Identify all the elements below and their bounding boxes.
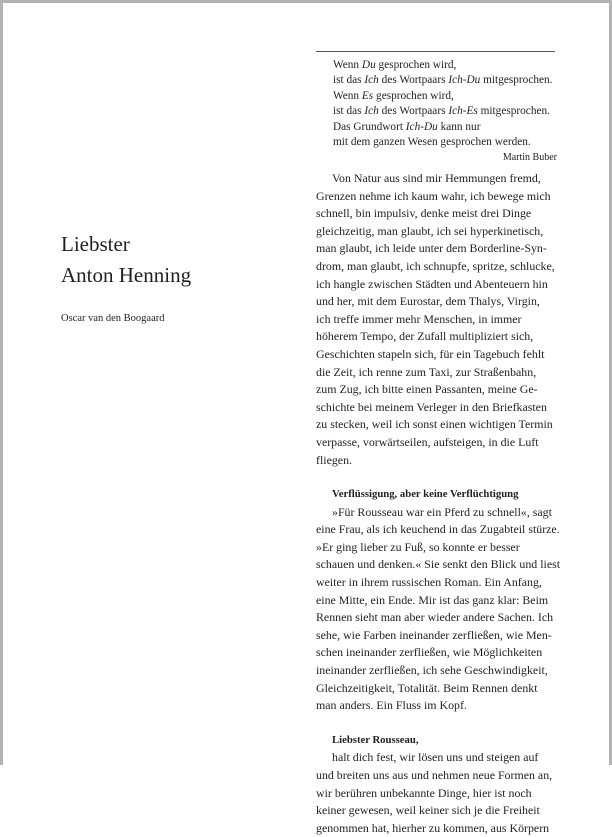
body-text [316,170,561,837]
paragraph-gap [316,715,558,732]
text-line: zu stecken, weil ich sonst einen wichtigen Termin [316,417,553,432]
text-line: keiner gewesen, weil keiner sich je die Freiheit [316,803,540,818]
epigraph-text: gesprochen wird, [373,89,454,102]
chapter-title [61,229,191,291]
chapter-title-line: Liebster [61,232,130,256]
epigraph-line [333,73,557,88]
epigraph-line [333,89,557,104]
epigraph-italic: Es [361,89,374,102]
text-line: und breiten uns aus und nehmen neue Formen an, [316,768,553,782]
text-line: Grenzen nehme ich kaum wahr, ich bewege mich [316,188,551,203]
text-line: man glaubt, ich leide unter dem Borderline-Syn- [316,241,547,256]
epigraph-italic: Ich-Du [405,120,438,133]
text-line: verpasse, vorwärtseilen, aufsteigen, in die Luft [316,434,539,449]
text-line: schen ineinander zerfließen, wie Möglichkeiten [316,645,543,660]
text-line: weiter in ihrem russischen Roman. Ein Anfang, [316,575,542,590]
section-heading: Verflüssigung, aber keine Verflüchtigung [332,488,519,501]
epigraph-line [333,120,557,135]
text-line: Von Natur aus sind mir Hemmungen fremd, [332,171,541,185]
chapter-title-line: Anton Henning [61,263,192,287]
epigraph-text: mitgesprochen. [480,74,553,87]
text-line: ich hangle zwischen Städten und Abenteuern hin [316,276,548,291]
epigraph-text: Wenn [333,89,362,102]
epigraph-line [333,58,557,73]
text-line: schnell, bin impulsiv, denke meist drei Dinge [316,206,532,221]
text-line: höherem Tempo, der Zufall multipliziert sich, [316,329,534,344]
text-line: sehe, wie Farben ineinander zerfließen, wie Men- [316,627,552,642]
text-line: genommen hat, hierher zu kommen, aus Körpern [316,820,550,835]
text-line: »Für Rousseau war ein Pferd zu schnell«, sagt [332,504,552,519]
text-line: drom, man glaubt, ich schnupfe, spritze, schlucke, [316,258,555,273]
epigraph-text: ist das [333,105,365,118]
text-line: fliegen. [316,452,352,467]
text-line: ineinander zerfließen, ich sehe Geschwindigkeit, [316,663,548,678]
text-line: wir berühren unbekannte Dinge, hier ist noch [316,785,532,800]
text-line: eine Mitte, ein Ende. Mir ist das ganz klar: Beim [316,592,549,607]
text-line: die Zeit, ich renne zum Taxi, zur Straßenbahn, [316,364,537,379]
text-line: zum Zug, ich bitte einen Passanten, meine Ge- [316,382,538,397]
paragraph-2 [316,504,561,715]
author-name: Oscar van den Boogaard [61,313,165,324]
epigraph-text: ist das [333,74,365,87]
paragraph-1 [316,170,558,469]
text-line: eine Frau, als ich keuchend in das Zugabteil stürze. [316,522,560,537]
section-heading: Liebster Rousseau, [332,733,419,746]
text-line: gleichzeitig, man glaubt, ich sei hyperkinetisch, [316,223,544,238]
epigraph [333,58,557,166]
epigraph-text: des Wortpaars [378,105,449,118]
epigraph-italic: Du [361,59,376,71]
epigraph-line [333,135,557,150]
text-line: schauen und denken.« Sie senkt den Blick und liest [316,557,561,572]
epigraph-italic: Ich [364,105,379,118]
epigraph-italic: Ich-Es [448,105,478,118]
text-line: ich treffe immer mehr Menschen, in immer [316,311,522,326]
text-line: »Er ging lieber zu Fuß, so konnte er besser [316,539,520,554]
text-line: halt dich fest, wir lösen uns und steigen auf [332,750,539,765]
text-line: Geschichten stapeln sich, für ein Tagebuch fehlt [316,346,545,361]
paragraph-3 [316,749,558,837]
epigraph-text: kann nur [437,120,481,133]
epigraph-italic: Ich [364,74,379,87]
text-line: und her, mit dem Eurostar, dem Thalys, Virgin, [316,294,540,309]
text-line: Gleichzeitigkeit, Totalität. Beim Rennen denkt [316,680,538,695]
paragraph-gap [316,469,558,486]
epigraph-text: des Wortpaars [378,74,449,87]
epigraph-line [333,104,557,119]
epigraph-italic: Ich-Du [448,74,481,87]
text-line: Rennen sieht man aber wieder andere Sachen. Ich [316,610,554,625]
epigraph-text: mit dem ganzen Wesen gesprochen werden. [333,136,531,149]
text-line: man anders. Ein Fluss im Kopf. [316,698,467,713]
text-line: schichte bei meinem Verleger in den Briefkasten [316,399,547,414]
epigraph-text: Wenn [333,59,362,71]
epigraph-text: gesprochen wird, [375,59,457,71]
epigraph-text: mitgesprochen. [477,105,550,118]
epigraph-source: Martin Buber [502,152,557,164]
epigraph-text: Das Grundwort [333,120,406,133]
divider-rule [316,51,555,52]
